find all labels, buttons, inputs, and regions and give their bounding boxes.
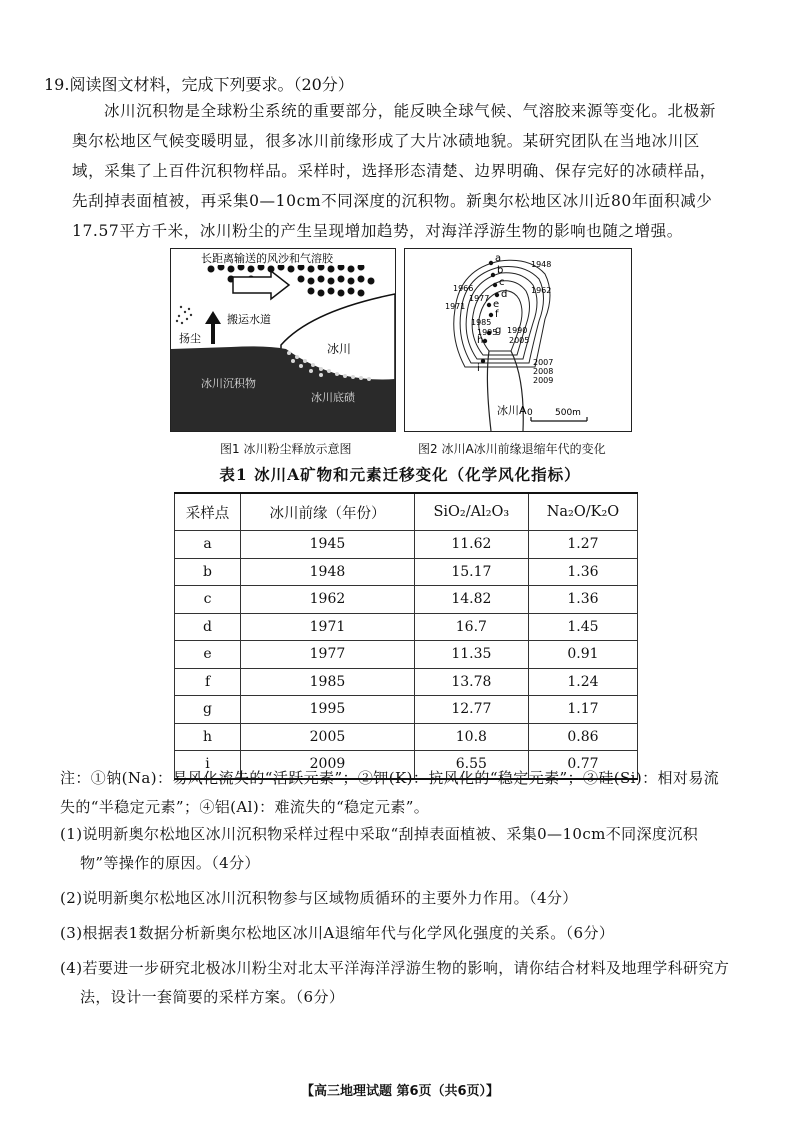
point-c: c [499, 277, 505, 288]
point-e: e [493, 299, 500, 310]
table-row [175, 641, 638, 669]
year-1962: 1962 [531, 286, 552, 295]
header-year: 冰川前缘（年份） [241, 493, 415, 531]
year-1971: 1971 [445, 302, 466, 311]
glacier-label: 冰川 [327, 342, 352, 356]
point-i: i [477, 363, 480, 374]
glacier-a-label: 冰川A [497, 404, 527, 417]
header-sample-point: 采样点 [175, 493, 241, 531]
cell: 10.8 [414, 723, 528, 751]
header-sio2-al2o3: SiO₂/Al₂O₃ [414, 493, 528, 531]
scale-bar [527, 408, 587, 421]
cell: i [175, 751, 241, 779]
figure-2-retreat-map [404, 248, 632, 432]
page-footer: 【高三地理试题 第6页（共6页）】 [300, 1084, 500, 1099]
cell: a [175, 531, 241, 559]
table-row [175, 531, 638, 559]
table-row [175, 668, 638, 696]
table-title: 表1 冰川A矿物和元素迁移变化（化学风化指标） [219, 465, 581, 484]
cell: 1945 [241, 531, 415, 559]
cell: 1.36 [528, 558, 637, 586]
year-1966: 1966 [453, 284, 474, 293]
point-b: b [497, 265, 504, 276]
cell: 6.55 [414, 751, 528, 779]
figure-2-caption: 图2 冰川A冰川前缘退缩年代的变化 [418, 442, 606, 456]
year-1977: 1977 [469, 294, 490, 303]
table-row [175, 613, 638, 641]
cell: 11.35 [414, 641, 528, 669]
sediment-label: 冰川沉积物 [201, 377, 256, 390]
cell: h [175, 723, 241, 751]
aerosol-label: 长距离输送的风沙和气溶胶 [201, 252, 333, 265]
cell: 14.82 [414, 586, 528, 614]
cell: f [175, 668, 241, 696]
table-row [175, 558, 638, 586]
table-note: 注：①钠(Na)：易风化流失的“活跃元素”；②钾(K)：抗风化的“稳定元素”；③硅(Si)：相对易流失的“半稳定元素”；④铝(Al)：难流失的“稳定元素”。 [60, 769, 720, 816]
sub-questions [60, 820, 730, 1018]
scale-zero: 0 [527, 408, 533, 418]
moraine-label: 冰川底碛 [311, 391, 355, 404]
question-title: 19.阅读图文材料，完成下列要求。（20分） [44, 75, 354, 94]
year-1948: 1948 [531, 260, 552, 269]
cell: 1.17 [528, 696, 637, 724]
cell: 1985 [241, 668, 415, 696]
transport-arrow-icon [233, 271, 289, 299]
cell: 1.36 [528, 586, 637, 614]
dust-up-arrow-icon [205, 311, 221, 344]
point-d: d [501, 289, 508, 300]
cell: d [175, 613, 241, 641]
point-f: f [495, 309, 499, 320]
cell: 15.17 [414, 558, 528, 586]
cell: 2005 [241, 723, 415, 751]
cell: 1995 [241, 696, 415, 724]
year-2008: 2008 [533, 367, 554, 376]
cell: 1.27 [528, 531, 637, 559]
cell: b [175, 558, 241, 586]
cell: e [175, 641, 241, 669]
sub-question-1: (1)说明新奥尔松地区冰川沉积物采样过程中采取“刮掉表面植被、采集0—10cm不同深度沉积物”等操作的原因。（4分） [60, 825, 699, 872]
cell: 1.45 [528, 613, 637, 641]
material-paragraph: 冰川沉积物是全球粉尘系统的重要部分，能反映全球气候、气溶胶来源等变化。北极新奥尔松地区气候变暖明显，很多冰川前缘形成了大片冰碛地貌。某研究团队在当地冰川区域，采集了上百件沉积物样品。采样时，选择形态清楚、边界明确、保存完好的冰碛样品，先刮掉表面植被，再采集0—10cm不同深度的沉积物。新奥尔松地区冰川近80年面积减少17.57平方千米，冰川粉尘的产生呈现增加趋势，对海洋浮游生物的影响也随之增强。 [72, 102, 717, 240]
year-1990: 1990 [507, 326, 528, 335]
year-2005: 2005 [509, 336, 530, 345]
cell: 1962 [241, 586, 415, 614]
dust-label: 扬尘 [179, 332, 201, 345]
sub-question-2: (2)说明新奥尔松地区冰川沉积物参与区域物质循环的主要外力作用。（4分） [60, 889, 578, 907]
point-g: g [495, 325, 502, 336]
cell: c [175, 586, 241, 614]
cell: 16.7 [414, 613, 528, 641]
point-a: a [495, 253, 502, 264]
scale-label: 500m [555, 408, 581, 418]
cell: 12.77 [414, 696, 528, 724]
cell: 0.91 [528, 641, 637, 669]
cell: 0.86 [528, 723, 637, 751]
year-1995: 1995 [477, 328, 498, 337]
cell: 1948 [241, 558, 415, 586]
weathering-table [174, 492, 638, 780]
cell: g [175, 696, 241, 724]
figure-2-svg [405, 249, 631, 431]
figure-1-dust-release [170, 248, 396, 432]
year-2009: 2009 [533, 376, 554, 385]
cell: 2009 [241, 751, 415, 779]
cell: 1.24 [528, 668, 637, 696]
cell: 1977 [241, 641, 415, 669]
table-row [175, 696, 638, 724]
figure-1-svg [171, 249, 395, 431]
sub-question-4: (4)若要进一步研究北极冰川粉尘对北太平洋海洋浮游生物的影响，请你结合材料及地理学科研究方法，设计一套简要的采样方案。（6分） [60, 959, 730, 1006]
cell: 0.77 [528, 751, 637, 779]
table-header-row [175, 493, 638, 531]
table-row [175, 586, 638, 614]
figure-1-caption: 图1 冰川粉尘释放示意图 [220, 442, 352, 456]
table-row [175, 723, 638, 751]
dust-particles [176, 306, 192, 324]
point-h: h [477, 335, 484, 346]
cell: 11.62 [414, 531, 528, 559]
year-1985: 1985 [471, 318, 492, 327]
year-2007: 2007 [533, 358, 554, 367]
cell: 1971 [241, 613, 415, 641]
channel-label: 搬运水道 [227, 313, 271, 326]
header-na2o-k2o: Na₂O/K₂O [528, 493, 637, 531]
cell: 13.78 [414, 668, 528, 696]
sub-question-3: (3)根据表1数据分析新奥尔松地区冰川A退缩年代与化学风化强度的关系。（6分） [60, 924, 615, 942]
